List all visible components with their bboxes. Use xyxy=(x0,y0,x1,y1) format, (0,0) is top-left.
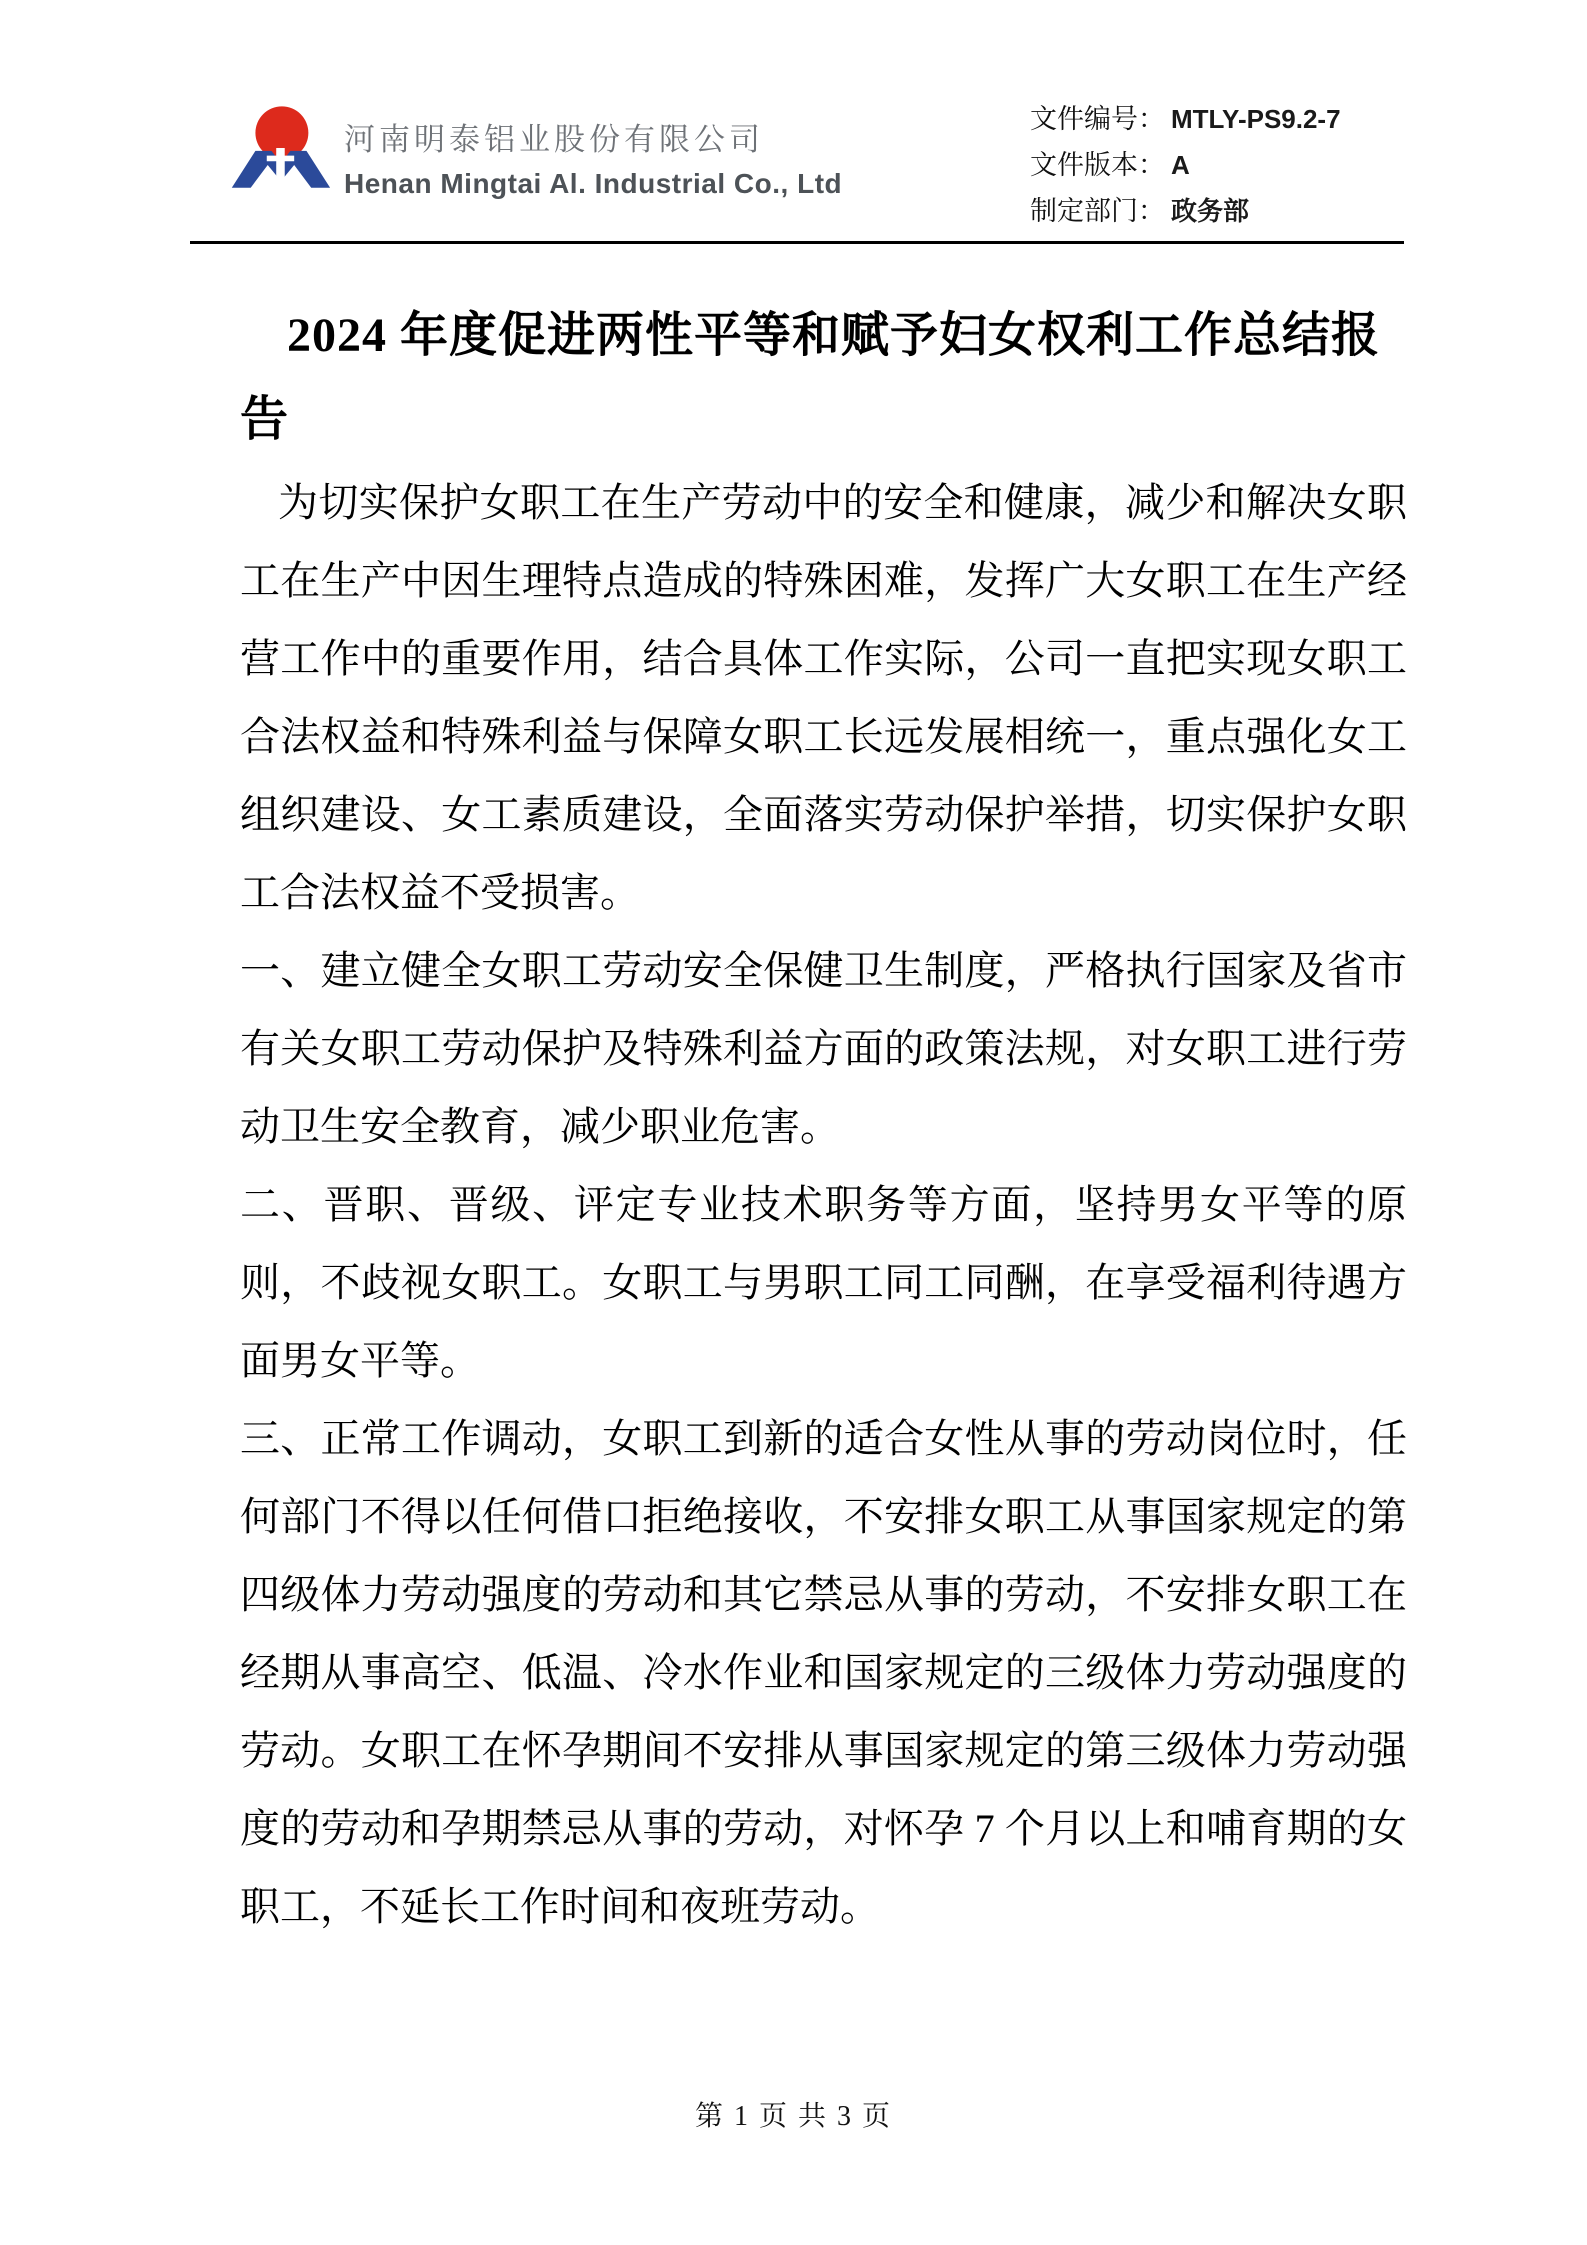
document-body xyxy=(240,464,1407,1946)
company-logo-block xyxy=(228,100,842,200)
doc-department-value: 政务部 xyxy=(1171,196,1250,226)
paragraph-item-3: 三、正常工作调动，女职工到新的适合女性从事的劳动岗位时，任何部门不得以任何借口拒绝接收，不安排女职工从事国家规定的第四级体力劳动强度的劳动和其它禁忌从事的劳动，不安排女职工在经期从事高空、低温、冷水作业和国家规定的三级体力劳动强度的劳动。女职工在怀孕期间不安排从事国家规定的第三级体力劳动强度的劳动和孕期禁忌从事的劳动，对怀孕 7 个月以上和哺育期的女职工，不延长工作时间和夜班劳动。 xyxy=(240,1416,1407,1929)
paragraph-item-1: 一、建立健全女职工劳动安全保健卫生制度，严格执行国家及省市有关女职工劳动保护及特殊利益方面的政策法规，对女职工进行劳动卫生安全教育，减少职业危害。 xyxy=(240,948,1407,1149)
document-title-line2: 告 xyxy=(240,393,290,446)
document-title xyxy=(240,294,1407,462)
header-divider xyxy=(190,241,1404,244)
paragraph-intro: 为切实保护女职工在生产劳动中的安全和健康，减少和解决女职工在生产中因生理特点造成的特殊困难，发挥广大女职工在生产经营工作中的重要作用，结合具体工作实际，公司一直把实现女职工合法权益和特殊利益与保障女职工长远发展相统一，重点强化女工组织建设、女工素质建设，全面落实劳动保护举措，切实保护女职工合法权益不受损害。 xyxy=(240,480,1407,915)
doc-number-label: 文件编号： xyxy=(1030,104,1165,134)
company-name-cn: 河南明泰铝业股份有限公司 xyxy=(344,122,764,157)
mingtai-logo-icon xyxy=(228,100,332,196)
paragraph-item-2: 二、晋职、晋级、评定专业技术职务等方面，坚持男女平等的原则，不歧视女职工。女职工与男职工同工同酬，在享受福利待遇方面男女平等。 xyxy=(240,1182,1407,1383)
doc-version-label: 文件版本： xyxy=(1030,150,1165,180)
doc-number-value: MTLY-PS9.2-7 xyxy=(1171,104,1341,134)
company-names xyxy=(344,114,842,200)
company-name-en: Henan Mingtai Al. Industrial Co., Ltd xyxy=(344,168,843,199)
doc-info-block xyxy=(1030,97,1341,235)
doc-info-row-number xyxy=(1030,97,1341,136)
doc-department-label: 制定部门： xyxy=(1030,196,1165,226)
doc-info-row-department xyxy=(1030,189,1341,228)
document-title-line1: 2024 年度促进两性平等和赋予妇女权利工作总结报 xyxy=(287,309,1381,362)
document-content xyxy=(240,294,1407,1946)
page-number: 第 1 页 共 3 页 xyxy=(694,2101,892,2132)
doc-version-value: A xyxy=(1171,150,1190,180)
doc-info-row-version xyxy=(1030,143,1341,182)
